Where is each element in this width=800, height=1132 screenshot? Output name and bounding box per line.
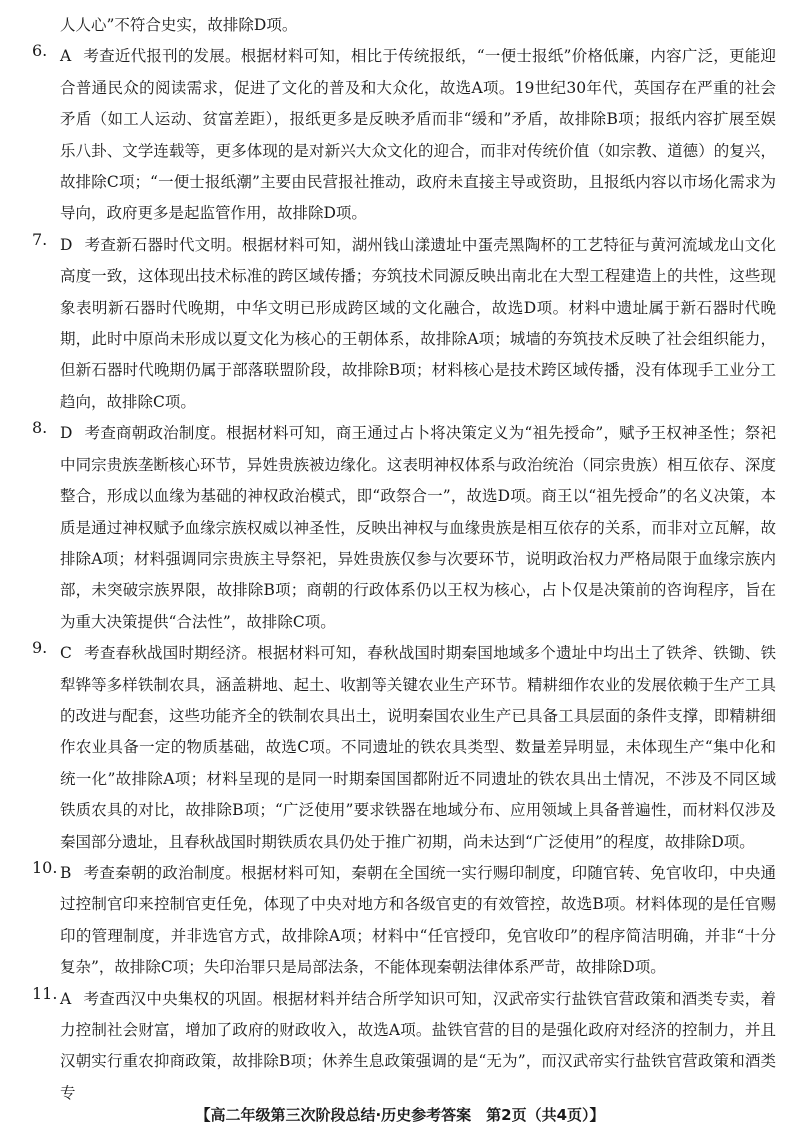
answer-letter: D: [60, 424, 73, 443]
explanation-text: 考查商朝政治制度。根据材料可知，商王通过占卜将决策定义为“祖先授命”，赋予王权神圣性；祭祀中同宗贵族垄断核心环节，异姓贵族被边缘化。这表明神权体系与政治统治（同宗贵族）相互依存、深度整合，形成以血缘为基础的神权政治模式，即“政祭合一”，故选D项。商王以“祖先授命”的名义决策，本质是通过神权赋予血缘宗族权威以神圣性，反映出神权与血缘贵族是相互依存的关系，而非对立瓦解，故排除A项；材料强调同宗贵族主导祭祀，异姓贵族仅参与次要环节，说明政治权力严格局限于血缘宗族内部，未突破宗族界限，故排除B项；商朝的行政体系仍以王权为核心，占卜仅是决策前的咨询程序，旨在为重大决策提供“合法性”，故排除C项。: [60, 424, 776, 631]
explanation-text: 考查春秋战国时期经济。根据材料可知，春秋战国时期秦国地域多个遗址中均出土了铁斧、铁锄、铁犁铧等多样铁制农具，涵盖耕地、起土、收割等关键农业生产环节。精耕细作农业的发展依赖于生产工具的改进与配套，这些功能齐全的铁制农具出土，说明秦国农业生产已具备工具层面的条件支撑，即精耕细作农业具备一定的物质基础，故选C项。不同遗址的铁农具类型、数量差异明显，未体现生产“集中化和统一化”故排除A项；材料呈现的是同一时期秦国国都附近不同遗址的铁农具出土情况，不涉及不同区域铁质农具的对比，故排除B项；“广泛使用”要求铁器在地域分布、应用领域上具备普遍性，而材料仅涉及秦国部分遗址，且春秋战国时期铁质农具仍处于推广初期，尚未达到“广泛使用”的程度，故排除D项。: [60, 644, 776, 851]
answer-letter: A: [60, 47, 72, 66]
item-number: 9.: [32, 638, 48, 658]
explanation-text: 考查新石器时代文明。根据材料可知，湖州钱山漾遗址中蛋壳黑陶杯的工艺特征与黄河流域龙山文化高度一致，这体现出技术标准的跨区域传播；夯筑技术同源反映出南北在大型工程建造上的共性，这些现象表明新石器时代晚期，中华文明已形成跨区域的文化融合，故选D项。材料中遗址属于新石器时代晚期，此时中原尚未形成以夏文化为核心的王朝体系，故排除A项；城墙的夯筑技术反映了社会组织能力，但新石器时代晚期仍属于部落联盟阶段，故排除B项；材料核心是技术跨区域传播，没有体现手工业分工趋向，故排除C项。: [60, 235, 776, 411]
answer-letter: B: [60, 863, 72, 882]
item-number: 11.: [32, 983, 58, 1003]
answer-item-11: [32, 984, 776, 1110]
answer-item-10: [32, 858, 776, 984]
explanation-text: 考查秦朝的政治制度。根据材料可知，秦朝在全国统一实行赐印制度，印随官转、免官收印，中央通过控制官印来控制官吏任免，体现了中央对地方和各级官吏的有效管控，故选B项。材料体现的是任官赐印的管理制度，并非选官方式，故排除A项；材料中“任官授印，免官收印”的程序简洁明确，并非“十分复杂”，故排除C项；失印治罪只是局部法条，不能体现秦朝法律体系严苛，故排除D项。: [60, 863, 776, 977]
item-number: 8.: [32, 418, 48, 438]
answer-letter: C: [60, 644, 72, 663]
explanation-text: 考查西汉中央集权的巩固。根据材料并结合所学知识可知，汉武帝实行盐铁官营政策和酒类专卖，着力控制社会财富，增加了政府的财政收入，故选A项。盐铁官营的目的是强化政府对经济的控制力，并且汉朝实行重农抑商政策，故排除B项；休养生息政策强调的是“无为”，而汉武帝实行盐铁官营政策和酒类专: [60, 989, 776, 1102]
intro-text: 人人心”不符合史实，故排除D项。: [60, 16, 298, 34]
answer-item-9: [32, 638, 776, 858]
answer-letter: A: [60, 989, 72, 1008]
page-footer: 【高二年级第三次阶段总结·历史参考答案 第2页（共4页）】: [195, 1106, 605, 1124]
item-number: 10.: [32, 857, 58, 877]
item-number: 6.: [32, 41, 48, 61]
explanation-text: 考查近代报刊的发展。根据材料可知，相比于传统报纸，“一便士报纸”价格低廉，内容广泛，更能迎合普通民众的阅读需求，促进了文化的普及和大众化，故选A项。19世纪30年代，英国存在严重的社会矛盾（如工人运动、贫富差距），报纸更多是反映矛盾而非“缓和”矛盾，故排除B项；报纸内容扩展至娱乐八卦、文学连载等，更多体现的是对新兴大众文化的迎合，而非对传统价值（如宗教、道德）的复兴，故排除C项；“一便士报纸潮”主要由民营报社推动，政府未直接主导或资助，且报纸内容以市场化需求为导向，政府更多是起监管作用，故排除D项。: [60, 47, 776, 223]
answer-item-6: [32, 41, 776, 229]
answer-letter: D: [60, 235, 73, 254]
answer-item-8: [32, 418, 776, 638]
answer-page: [32, 10, 776, 1109]
item-number: 7.: [32, 229, 48, 249]
answer-item-7: [32, 230, 776, 418]
